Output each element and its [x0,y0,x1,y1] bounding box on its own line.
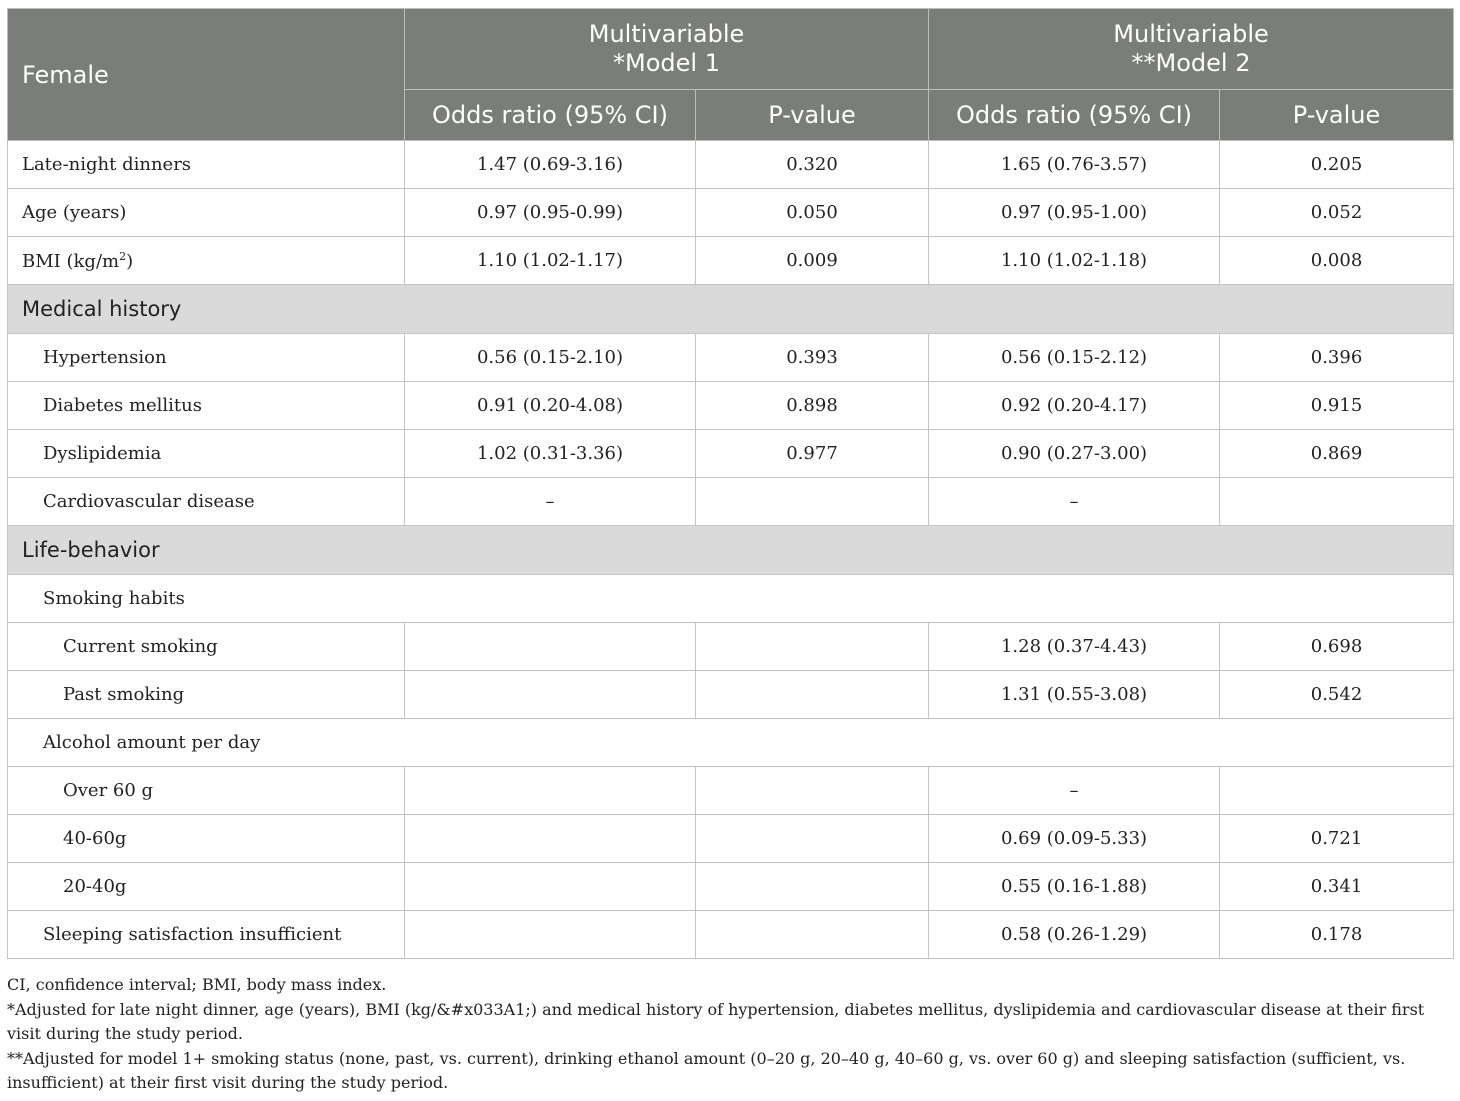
row-label: Diabetes mellitus [8,382,405,430]
model2-p-value: 0.205 [1220,141,1454,189]
model1-odds-ratio: 1.10 (1.02-1.17) [405,237,696,285]
model2-odds-ratio: 1.65 (0.76-3.57) [929,141,1220,189]
model1-p-value: 0.050 [696,189,929,237]
model1-odds-ratio [405,623,696,671]
row-label: 40-60g [8,815,405,863]
model2-p-value [1220,767,1454,815]
model1-header [405,9,929,90]
model2-odds-ratio-header: Odds ratio (95% CI) [929,90,1220,141]
model1-p-value-header: P-value [696,90,929,141]
model1-p-value [696,623,929,671]
table-row [8,478,1454,526]
row-label [8,237,405,285]
table-row [8,141,1454,189]
row-label: Late-night dinners [8,141,405,189]
model1-odds-ratio [405,767,696,815]
row-label: Past smoking [8,671,405,719]
table-row [8,623,1454,671]
model2-p-value: 0.542 [1220,671,1454,719]
model2-p-value: 0.178 [1220,911,1454,959]
model2-odds-ratio: 1.10 (1.02-1.18) [929,237,1220,285]
row-label: Cardiovascular disease [8,478,405,526]
row-label: Dyslipidemia [8,430,405,478]
model2-odds-ratio: 1.31 (0.55-3.08) [929,671,1220,719]
model2-odds-ratio: 0.58 (0.26-1.29) [929,911,1220,959]
table-row [8,671,1454,719]
row-label: Current smoking [8,623,405,671]
female-header: Female [8,9,405,141]
superscript: 2 [119,249,127,263]
model2-odds-ratio: 0.56 (0.15-2.12) [929,334,1220,382]
row-label: Sleeping satisfaction insufficient [8,911,405,959]
model1-odds-ratio: 0.56 (0.15-2.10) [405,334,696,382]
model1-p-value [696,671,929,719]
model1-odds-ratio [405,863,696,911]
model1-odds-ratio [405,815,696,863]
model1-odds-ratio: 1.02 (0.31-3.36) [405,430,696,478]
model2-p-value: 0.052 [1220,189,1454,237]
model2-line2: **Model 2 [1131,49,1251,77]
model1-p-value: 0.009 [696,237,929,285]
model2-odds-ratio: 0.55 (0.16-1.88) [929,863,1220,911]
footnote-model2: **Adjusted for model 1+ smoking status (none, past, vs. current), drinking ethanol amount (0–20 g, 20–40 g, 40–60 g, vs. over 60 g) and sleeping satisfaction (sufficient, vs. insufficient) at their first visit during the study period. [7,1048,1406,1092]
model1-p-value: 0.393 [696,334,929,382]
model2-p-value: 0.869 [1220,430,1454,478]
model2-p-value-header: P-value [1220,90,1454,141]
table-row [8,189,1454,237]
table-row [8,767,1454,815]
row-label: 20-40g [8,863,405,911]
table-row [8,911,1454,959]
table-row [8,334,1454,382]
model1-p-value [696,815,929,863]
row-label: Over 60 g [8,767,405,815]
section-title: Life-behavior [8,526,1454,575]
model1-p-value: 0.320 [696,141,929,189]
model1-odds-ratio [405,671,696,719]
model2-header [929,9,1454,90]
table-row [8,237,1454,285]
table-row [8,863,1454,911]
results-table-container [7,8,1453,959]
model1-odds-ratio: 0.91 (0.20-4.08) [405,382,696,430]
table-row [8,719,1454,767]
row-label: Age (years) [8,189,405,237]
model2-p-value: 0.721 [1220,815,1454,863]
footnote-abbreviations: CI, confidence interval; BMI, body mass index. [7,975,387,994]
model2-odds-ratio: 0.90 (0.27-3.00) [929,430,1220,478]
row-label-end: ) [126,250,134,272]
footnote-model1: *Adjusted for late night dinner, age (years), BMI (kg/&#x033A1;) and medical history of hypertension, diabetes mellitus, dyslipidemia and cardiovascular disease at their first visit during the study period. [7,999,1425,1043]
model1-p-value: 0.898 [696,382,929,430]
row-label: Hypertension [8,334,405,382]
model1-p-value [696,911,929,959]
model2-p-value [1220,478,1454,526]
row-label-text: BMI (kg/m [22,250,120,272]
table-row [8,382,1454,430]
model1-p-value [696,478,929,526]
model2-odds-ratio: – [929,478,1220,526]
table-row [8,815,1454,863]
table-row [8,575,1454,623]
model1-line1: Multivariable [588,20,745,48]
subgroup-label: Alcohol amount per day [8,719,1454,767]
model2-odds-ratio: 0.92 (0.20-4.17) [929,382,1220,430]
model1-odds-ratio-header: Odds ratio (95% CI) [405,90,696,141]
model1-odds-ratio: 1.47 (0.69-3.16) [405,141,696,189]
model1-p-value [696,863,929,911]
model2-p-value: 0.008 [1220,237,1454,285]
odds-ratio-table [7,8,1454,959]
model2-p-value: 0.915 [1220,382,1454,430]
model1-p-value: 0.977 [696,430,929,478]
model1-p-value [696,767,929,815]
table-row [8,430,1454,478]
model1-odds-ratio: 0.97 (0.95-0.99) [405,189,696,237]
model2-odds-ratio: – [929,767,1220,815]
model1-line2: *Model 1 [613,49,720,77]
model2-odds-ratio: 0.97 (0.95-1.00) [929,189,1220,237]
model2-odds-ratio: 0.69 (0.09-5.33) [929,815,1220,863]
model2-line1: Multivariable [1113,20,1269,48]
model2-p-value: 0.341 [1220,863,1454,911]
section-row [8,526,1454,575]
model2-p-value: 0.698 [1220,623,1454,671]
section-title: Medical history [8,285,1454,334]
table-footnotes [7,973,1453,1096]
model1-odds-ratio: – [405,478,696,526]
section-row [8,285,1454,334]
model1-odds-ratio [405,911,696,959]
model2-odds-ratio: 1.28 (0.37-4.43) [929,623,1220,671]
subgroup-label: Smoking habits [8,575,1454,623]
model2-p-value: 0.396 [1220,334,1454,382]
